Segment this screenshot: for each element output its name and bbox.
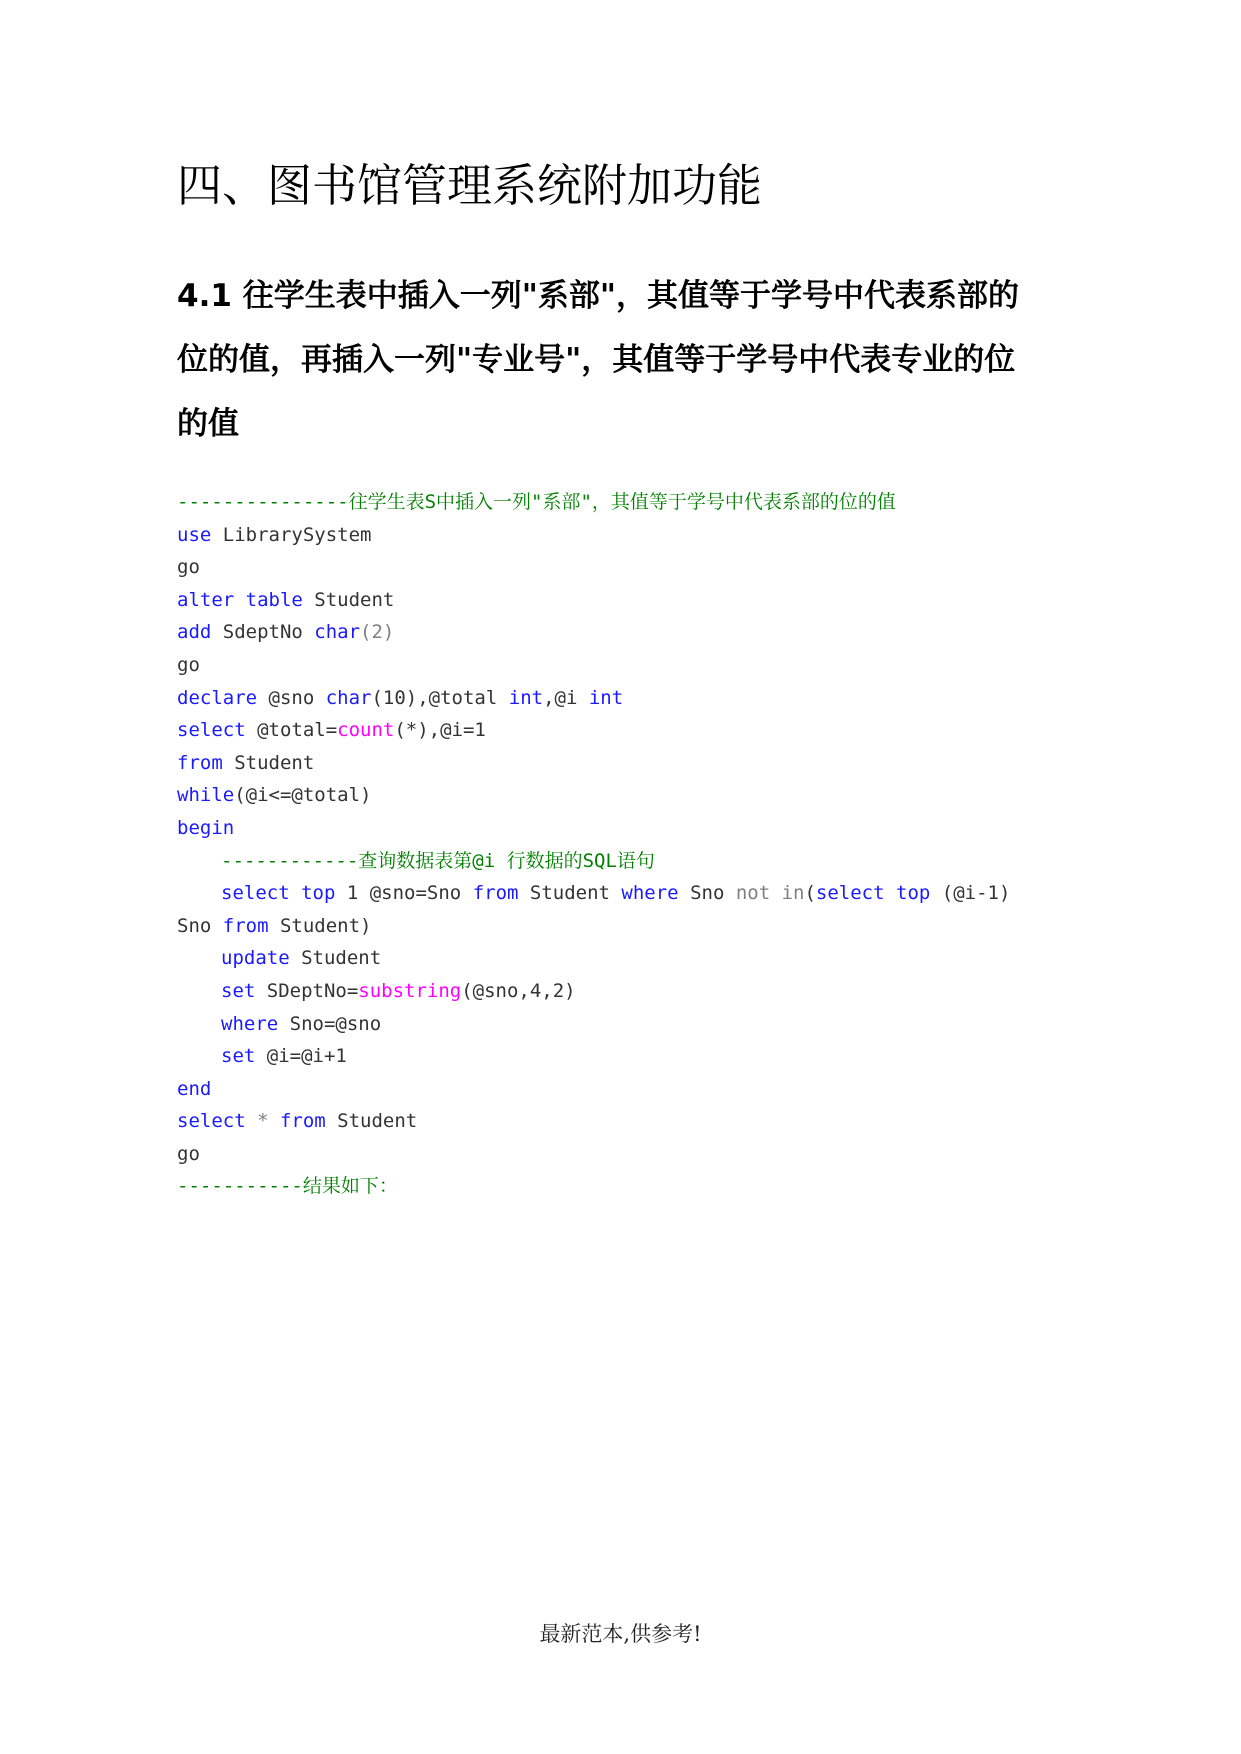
code-line — [177, 1105, 1077, 1138]
code-comment: ---------------往学生表S中插入一列"系部"，其值等于学号中代表系部的位的值 — [177, 491, 896, 513]
code-text: Sno — [678, 882, 736, 905]
code-function: substring — [358, 979, 462, 1002]
code-keyword: set — [221, 979, 256, 1002]
code-line — [177, 812, 1077, 845]
code-keyword: from — [279, 1110, 326, 1133]
code-line — [177, 877, 1077, 910]
code-line — [177, 616, 1077, 649]
code-line — [177, 747, 1077, 780]
code-line — [177, 1040, 1077, 1073]
code-text: Student) — [268, 914, 372, 937]
code-text: (10),@total — [371, 686, 509, 709]
code-keyword: where — [621, 882, 679, 905]
code-text: Sno=@sno — [278, 1012, 382, 1035]
code-text: Student — [302, 588, 395, 611]
code-text: (@i<=@total) — [234, 784, 372, 807]
code-text: Student — [518, 882, 622, 905]
code-line — [177, 779, 1077, 812]
code-line — [177, 1073, 1077, 1106]
code-keyword: add — [177, 621, 212, 644]
code-text: @i=@i+1 — [255, 1045, 347, 1068]
code-keyword: select — [177, 719, 246, 742]
subsection-heading-line: 4.1 往学生表中插入一列"系部"，其值等于学号中代表系部的 — [177, 278, 1020, 314]
code-line — [177, 845, 1077, 878]
code-line — [177, 910, 1077, 943]
code-line — [177, 714, 1077, 747]
code-line — [177, 486, 1077, 519]
code-text: (@sno,4,2) — [461, 979, 576, 1002]
code-keyword: from — [472, 882, 519, 905]
code-line — [177, 975, 1077, 1008]
code-keyword: from — [222, 914, 269, 937]
code-text: (@i-1) — [930, 882, 1011, 905]
code-text: go — [177, 1142, 200, 1165]
section-heading: 四、图书馆管理系统附加功能 — [177, 159, 763, 212]
code-line — [177, 1008, 1077, 1041]
subsection-heading-line: 的值 — [177, 406, 239, 442]
code-text: @total= — [245, 719, 338, 742]
code-text: @sno — [257, 686, 326, 709]
code-text: (2) — [360, 621, 395, 644]
sql-code-block — [177, 486, 1077, 1203]
code-keyword: alter — [177, 588, 235, 611]
code-text: Student — [289, 947, 382, 970]
subsection-heading-line: 位的值，再插入一列"专业号"，其值等于学号中代表专业的位 — [177, 342, 1016, 378]
code-text: Sno — [177, 914, 223, 937]
code-line — [177, 519, 1077, 552]
code-keyword: declare — [177, 686, 258, 709]
code-text: LibrarySystem — [211, 523, 372, 546]
code-line — [177, 942, 1077, 975]
code-comment: -----------结果如下： — [177, 1175, 398, 1198]
code-keyword: select — [815, 882, 885, 905]
code-text: SdeptNo — [211, 621, 315, 644]
code-keyword: char — [325, 686, 372, 709]
subsection-heading — [177, 264, 1077, 456]
code-function: count — [337, 719, 395, 742]
code-keyword: top — [301, 882, 336, 905]
code-keyword: select — [221, 882, 290, 905]
code-keyword: while — [177, 784, 235, 807]
code-line — [177, 551, 1077, 584]
code-line — [177, 1138, 1077, 1171]
code-text: SDeptNo= — [255, 979, 359, 1002]
code-keyword: where — [221, 1012, 279, 1035]
code-keyword: select — [177, 1110, 246, 1133]
code-keyword: use — [177, 523, 212, 546]
code-keyword: char — [314, 621, 361, 644]
code-keyword: begin — [177, 816, 235, 839]
code-keyword: top — [896, 882, 931, 905]
code-keyword: set — [221, 1045, 256, 1068]
code-keyword: int — [588, 686, 624, 709]
page-footer: 最新范本,供参考! — [539, 1622, 702, 1646]
code-keyword: int — [508, 686, 544, 709]
code-text: Student — [325, 1110, 418, 1133]
code-line — [177, 1170, 1077, 1203]
code-text: ( — [804, 882, 816, 905]
code-text: (*),@i=1 — [394, 719, 486, 742]
code-text: go — [177, 653, 200, 676]
code-keyword: update — [221, 947, 290, 970]
code-text: Student — [222, 751, 315, 774]
code-keyword: table — [245, 588, 303, 611]
code-text: go — [177, 556, 200, 579]
code-operator: not in — [735, 882, 805, 905]
code-line — [177, 584, 1077, 617]
code-keyword: end — [177, 1077, 212, 1100]
code-comment: ------------查询数据表第@i 行数据的SQL语句 — [221, 849, 655, 872]
code-operator: * — [245, 1110, 280, 1133]
code-text: ,@i — [543, 686, 589, 709]
code-keyword: from — [177, 751, 223, 774]
code-text: 1 @sno=Sno — [335, 882, 473, 905]
code-line — [177, 682, 1077, 715]
code-line — [177, 649, 1077, 682]
